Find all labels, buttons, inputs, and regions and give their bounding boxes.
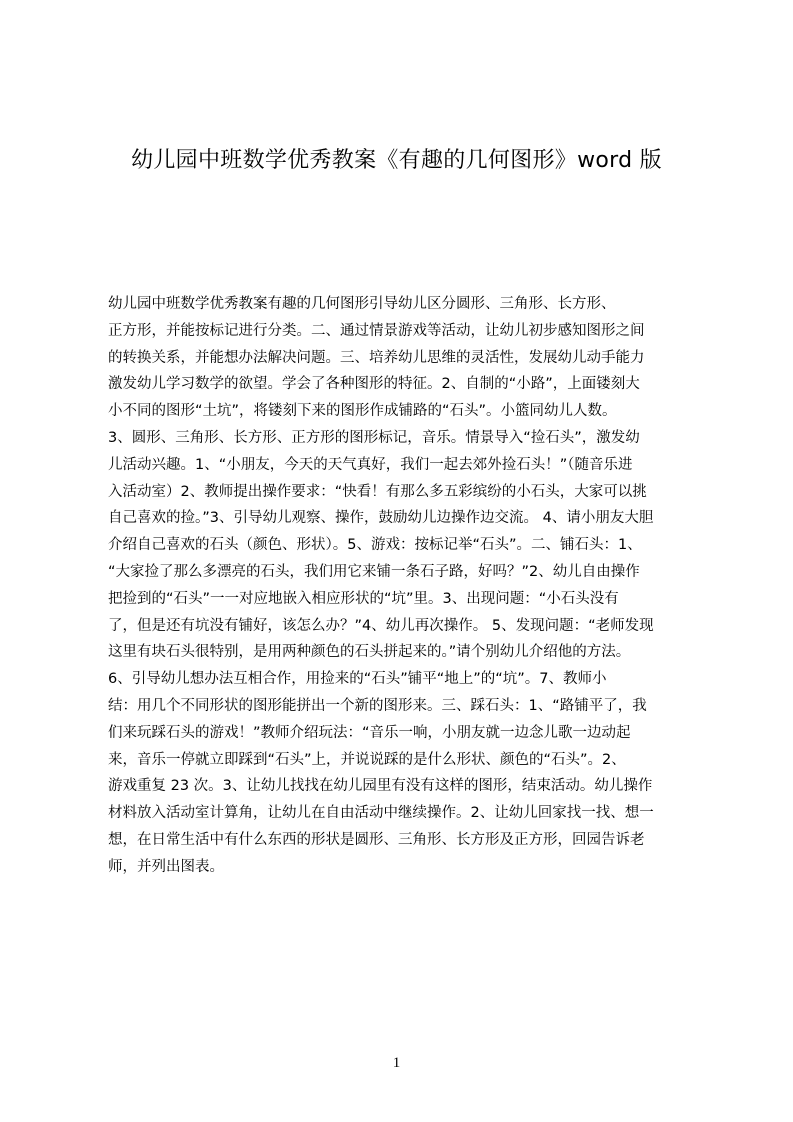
body-text-line: 师，并列出图表。 [108, 858, 224, 875]
body-text-line: 们来玩踩石头的游戏！”教师介绍玩法：“音乐一响，小朋友就一边念儿歌一边动起 [108, 724, 631, 741]
document-title: 幼儿园中班数学优秀教案《有趣的几何图形》word 版 [131, 148, 662, 173]
body-text-line: 游戏重复 23 次。3、让幼儿找找在幼儿园里有没有这样的图形，结束活动。幼儿操作 [108, 778, 653, 795]
body-text-line: 材料放入活动室计算角，让幼儿在自由活动中继续操作。2、让幼儿回家找一找、想一 [108, 805, 654, 822]
body-text-line: 小不同的图形“土坑”，将镂刻下来的图形作成铺路的“石头”。小篮同幼儿人数。 [108, 403, 617, 420]
body-text-line: 自己喜欢的捡。”3、引导幼儿观察、操作，鼓励幼儿边操作边交流。 4、请小朋友大胆 [108, 510, 654, 527]
body-text-line: 想，在日常生活中有什么东西的形状是圆形、三角形、长方形及正方形，回园告诉老 [108, 831, 645, 848]
body-text-line: 把捡到的“石头”一一对应地嵌入相应形状的“坑”里。3、出现问题：“小石头没有 [108, 590, 619, 607]
body-text-line: 的转换关系，并能想办法解决问题。三、培养幼儿思维的灵活性，发展幼儿动手能力 [108, 349, 645, 366]
body-text-line: “大家捡了那么多漂亮的石头，我们用它来铺一条石子路，好吗？”2、幼儿自由操作 [108, 563, 640, 580]
page-number: 1 [392, 1055, 401, 1071]
body-text-line: 结：用几个不同形状的图形能拼出一个新的图形来。三、踩石头：1、“路铺平了，我 [108, 697, 647, 714]
body-text-line: 幼儿园中班数学优秀教案有趣的几何图形引导幼儿区分圆形、三角形、长方形、 [108, 296, 616, 312]
body-text-line: 儿活动兴趣。1、“小朋友，今天的天气真好，我们一起去郊外捡石头！”（随音乐进 [108, 456, 633, 473]
body-text-line: 了，但是还有坑没有铺好，该怎么办？”4、幼儿再次操作。 5、发现问题：“老师发现 [108, 617, 654, 634]
body-text-line: 激发幼儿学习数学的欲望。学会了各种图形的特征。2、自制的“小路”，上面镂刻大 [108, 376, 640, 393]
body-text-line: 入活动室）2、教师提出操作要求：“快看！有那么多五彩缤纷的小石头，大家可以挑 [108, 483, 647, 500]
document-body [108, 291, 700, 881]
body-text-line: 来，音乐一停就立即踩到“石头”上，并说说踩的是什么形状、颜色的“石头”。2、 [108, 751, 626, 768]
body-text-line: 介绍自己喜欢的石头（颜色、形状）。5、游戏：按标记举“石头”。二、铺石头：1、 [108, 537, 642, 554]
body-text-line: 正方形，并能按标记进行分类。二、通过情景游戏等活动，让幼儿初步感知图形之间 [108, 322, 645, 339]
body-text-line: 3、圆形、三角形、长方形、正方形的图形标记，音乐。情景导入“捡石头”，激发幼 [108, 429, 640, 446]
body-text-line: 6、引导幼儿想办法互相合作，用捡来的“石头”铺平“地上”的“坑”。7、教师小 [108, 671, 607, 688]
body-text-line: 这里有块石头很特别，是用两种颜色的石头拼起来的。”请个别幼儿介绍他的方法。 [108, 644, 631, 661]
